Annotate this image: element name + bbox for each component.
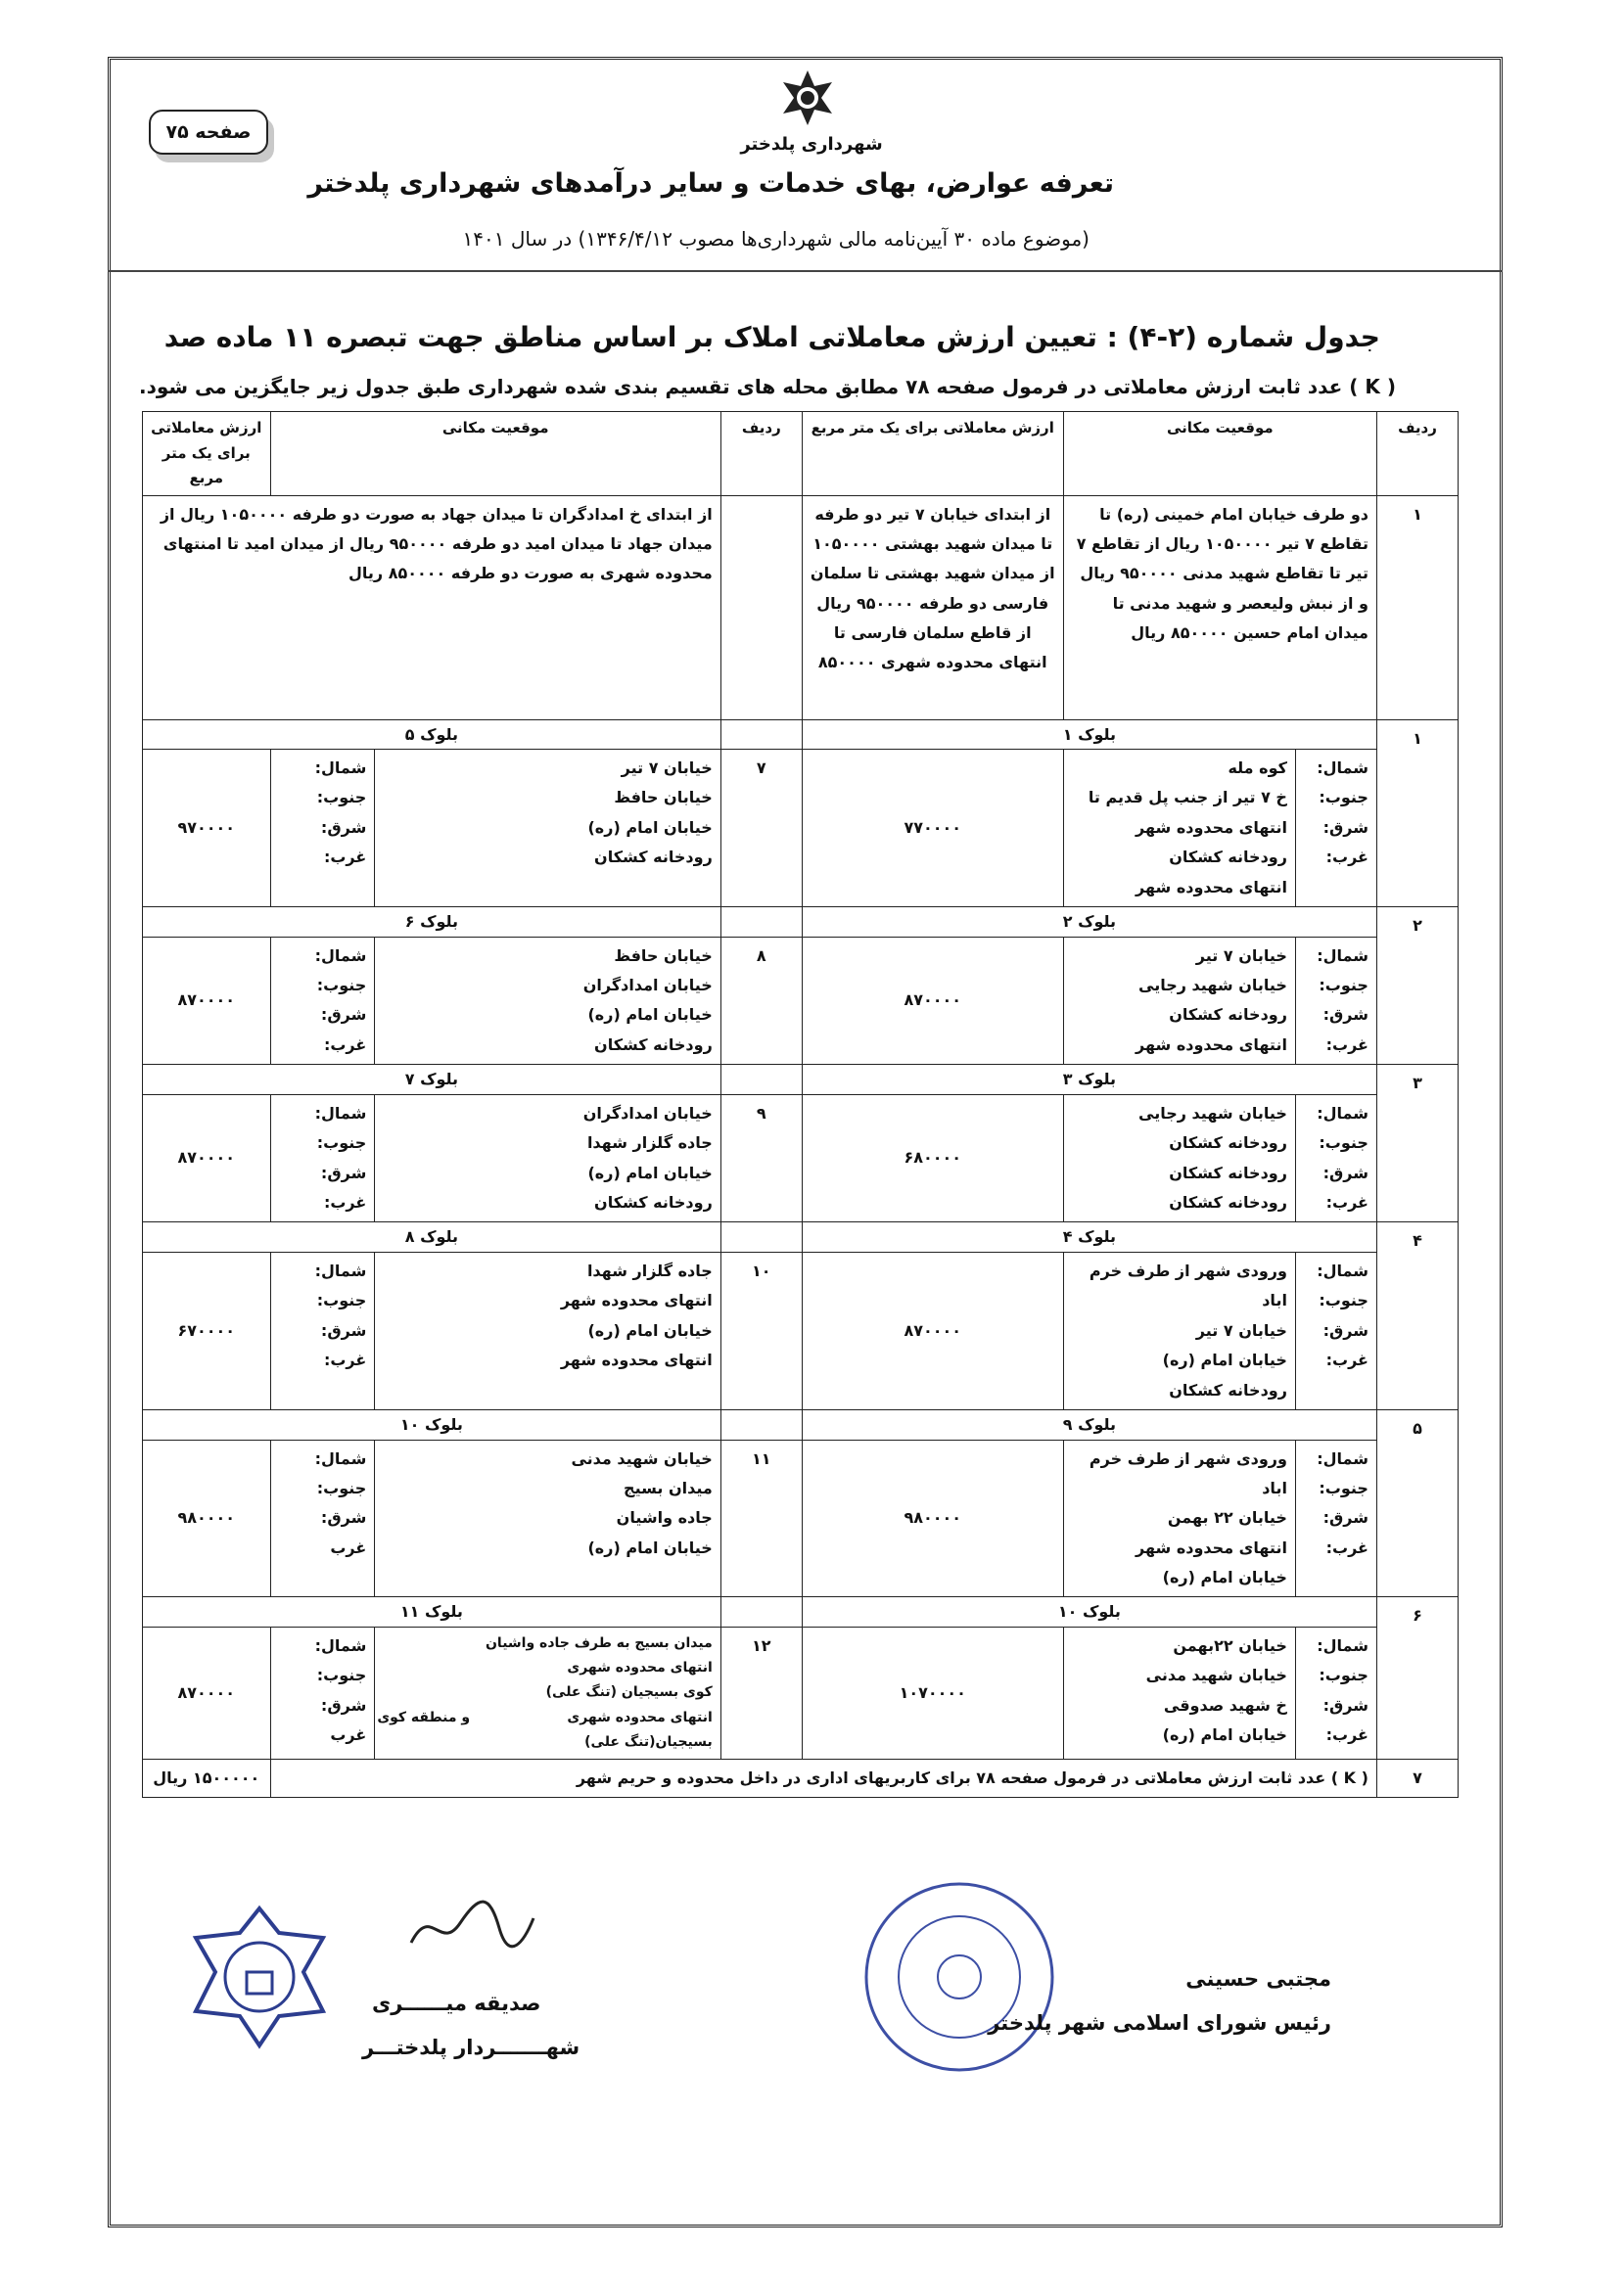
block-name-left: بلوک ۱۱	[143, 1597, 721, 1628]
block-header-row	[143, 719, 1459, 750]
block-right-locations	[1063, 1252, 1295, 1409]
block-row-number: ۱	[1376, 719, 1458, 907]
label-south: جنوب:	[316, 788, 367, 807]
location-south: جاده گلزار شهدا	[586, 1133, 713, 1153]
label-north: شمال:	[314, 945, 367, 965]
location-extra: انتهای محدوده شهر	[1136, 877, 1287, 896]
block-right-value: ۸۷۰۰۰۰	[802, 1252, 1063, 1409]
mayor-name: صدیقه میــــــری	[372, 1992, 541, 2015]
block-left-row-number: ۸	[720, 937, 802, 1065]
document-subtitle: (موضوع ماده ۳۰ آیین‌نامه مالی شهرداری‌ها مصوب ۱۳۴۶/۴/۱۲) در سال ۱۴۰۱	[462, 227, 1090, 251]
block-row-spacer	[720, 1597, 802, 1628]
location-north: ورودی شهر از طرف خرم اباد	[1089, 1448, 1287, 1497]
block-left-row-number: ۱۱	[720, 1440, 802, 1597]
location-south: خیابان حافظ	[614, 788, 713, 807]
council-seal-icon	[861, 1879, 1057, 2075]
label-east: شرق:	[1322, 1508, 1368, 1528]
block-name-right: بلوک ۲	[802, 907, 1376, 938]
block-name-left: بلوک ۷	[143, 1065, 721, 1095]
location-north: جاده گلزار شهدا	[586, 1261, 713, 1280]
block-left-locations	[375, 937, 720, 1065]
council-signature-area	[842, 1879, 1390, 2134]
location-south: کوی بسیجیان (تنگ علی)	[545, 1684, 713, 1701]
block-right-labels	[1295, 750, 1376, 907]
location-south: انتهای محدوده شهر	[560, 1291, 713, 1310]
block-right-locations	[1063, 1628, 1295, 1760]
block-left-value: ۹۸۰۰۰۰	[143, 1440, 271, 1597]
block-detail-row	[143, 1440, 1459, 1597]
intro-right-location: دو طرف خیابان امام خمینی (ره) تا تقاطع ۷ تیر ۱۰۵۰۰۰۰ ریال از تقاطع ۷ تیر تا تقاطع شهید مدنی ۹۵۰۰۰۰ ریال و از نبش ولیعصر و شهید مدنی تا میدان امام حسین ۸۵۰۰۰۰ ریال	[1063, 495, 1376, 719]
final-row-text: ( K ) عدد ثابت ارزش معاملاتی در فرمول صفحه ۷۸ برای کاربریهای اداری در داخل محدوده و حریم شهر	[270, 1759, 1376, 1797]
block-row-spacer	[720, 1409, 802, 1440]
block-right-labels	[1295, 1628, 1376, 1760]
location-west: رودخانه کشکان	[1169, 848, 1287, 867]
label-north: شمال:	[1317, 758, 1368, 778]
block-right-value: ۶۸۰۰۰۰	[802, 1094, 1063, 1222]
location-south: خیابان شهید رجایی	[1138, 976, 1287, 995]
final-row-value: ۱۵۰۰۰۰۰ ریال	[143, 1759, 271, 1797]
label-south: جنوب:	[1319, 1666, 1368, 1685]
location-east: خیابان امام (ره)	[587, 1163, 713, 1182]
label-west: غرب	[330, 1725, 367, 1745]
location-west: رودخانه کشکان	[1169, 1192, 1287, 1212]
intro-row	[143, 495, 1459, 719]
intro-row-number: ۱	[1376, 495, 1458, 719]
label-east: شرق:	[320, 1320, 367, 1340]
label-south: جنوب:	[316, 1133, 367, 1153]
intro-right-value: از ابتدای خیابان ۷ تیر دو طرفه تا میدان شهید بهشتی ۱۰۵۰۰۰۰ از میدان شهید بهشتی تا سلمان فارسی دو طرفه ۹۵۰۰۰۰ ریال از قاطع سلمان فارسی تا انتهای محدوده شهری ۸۵۰۰۰۰	[802, 495, 1063, 719]
label-south: جنوب:	[1319, 788, 1368, 807]
location-east: رودخانه کشکان	[1169, 1163, 1287, 1182]
block-row-number: ۳	[1376, 1065, 1458, 1222]
block-detail-row	[143, 1628, 1459, 1760]
mayor-signature-area	[255, 1884, 666, 2138]
block-right-locations	[1063, 750, 1295, 907]
block-left-locations	[375, 750, 720, 907]
block-left-labels	[270, 1628, 375, 1760]
label-north: شمال:	[314, 1103, 367, 1123]
k-note: ( K ) عدد ثابت ارزش معاملاتی در فرمول صفحه ۷۸ مطابق محله های تقسیم بندی شده شهرداری طبق جدول زیر جایگزین می شود.	[139, 375, 1396, 398]
label-west: غرب:	[1325, 1034, 1368, 1054]
location-east: انتهای محدوده شهر	[1136, 1538, 1287, 1557]
label-east: شرق:	[1322, 1320, 1368, 1340]
location-south: خیابان ۷ تیر	[1195, 1320, 1287, 1340]
label-west: غرب:	[323, 1192, 367, 1212]
mayor-signature-icon	[401, 1884, 538, 1962]
block-row-spacer	[720, 907, 802, 938]
col-value-left: ارزش معاملاتی برای یک متر مربع	[143, 412, 271, 496]
location-north2: انتهای محدوده شهری	[567, 1660, 713, 1676]
block-left-value: ۸۷۰۰۰۰	[143, 1094, 271, 1222]
mayor-seal-icon	[186, 1904, 333, 2050]
page-number-badge: صفحه ۷۵	[149, 110, 268, 155]
block-detail-row	[143, 937, 1459, 1065]
block-name-right: بلوک ۱۰	[802, 1597, 1376, 1628]
location-north: خیابان ۷ تیر	[621, 758, 713, 778]
location-west: خیابان امام (ره)	[1162, 1568, 1287, 1587]
municipality-emblem-icon	[778, 69, 837, 127]
block-left-value: ۸۷۰۰۰۰	[143, 937, 271, 1065]
block-left-labels	[270, 1094, 375, 1222]
intro-left-location: از ابتدای خ امدادگران تا میدان جهاد به صورت دو طرفه ۱۰۵۰۰۰۰ ریال از میدان جهاد تا میدان امید دو طرفه ۹۵۰۰۰۰ ریال از میدان امید تا امنتهای محدوده شهری به صورت دو طرفه ۸۵۰۰۰۰ ریال	[143, 495, 721, 719]
block-row-number: ۲	[1376, 907, 1458, 1065]
label-north: شمال:	[314, 758, 367, 778]
block-right-locations	[1063, 1440, 1295, 1597]
label-north: شمال:	[1317, 945, 1368, 965]
council-head-name: مجتبی حسینی	[1185, 1967, 1331, 1991]
header-divider	[108, 270, 1503, 272]
label-west: غرب	[330, 1538, 367, 1557]
block-left-row-number: ۹	[720, 1094, 802, 1222]
label-east: شرق:	[1322, 1695, 1368, 1715]
label-north: شمال:	[1317, 1103, 1368, 1123]
label-north: شمال:	[1317, 1448, 1368, 1468]
block-detail-row	[143, 1252, 1459, 1409]
label-north: شمال:	[314, 1448, 367, 1468]
location-east: انتهای محدوده شهر	[1136, 817, 1287, 837]
col-row-left: ردیف	[720, 412, 802, 496]
location-east: رودخانه کشکان	[1169, 1005, 1287, 1025]
label-south: جنوب:	[1319, 1133, 1368, 1153]
location-south: میدان بسیج	[624, 1478, 713, 1497]
municipality-name: شهرداری پلدختر	[740, 134, 883, 155]
location-south: خیابان امدادگران	[582, 976, 713, 995]
label-east: شرق:	[320, 1163, 367, 1182]
location-east: خیابان امام (ره)	[1162, 1351, 1287, 1370]
label-south: جنوب:	[316, 976, 367, 995]
location-east: خیابان امام (ره)	[587, 1005, 713, 1025]
block-left-locations	[375, 1440, 720, 1597]
block-left-locations	[375, 1094, 720, 1222]
label-east: شرق:	[320, 1508, 367, 1528]
col-location-right: موقعیت مکانی	[1063, 412, 1376, 496]
block-left-locations	[375, 1628, 720, 1760]
block-row-number: ۶	[1376, 1597, 1458, 1760]
col-row-right: ردیف	[1376, 412, 1458, 496]
location-north: خیابان حافظ	[614, 945, 713, 965]
block-left-row-number: ۱۲	[720, 1628, 802, 1760]
block-detail-row	[143, 1094, 1459, 1222]
block-left-labels	[270, 1440, 375, 1597]
label-west: غرب:	[1325, 1192, 1368, 1212]
block-right-value: ۹۸۰۰۰۰	[802, 1440, 1063, 1597]
block-right-labels	[1295, 1094, 1376, 1222]
block-left-value: ۹۷۰۰۰۰	[143, 750, 271, 907]
block-right-locations	[1063, 1094, 1295, 1222]
location-west: خیابان امام (ره)	[1162, 1725, 1287, 1745]
label-west: غرب:	[323, 1351, 367, 1370]
label-west: غرب:	[1325, 1538, 1368, 1557]
location-east: خیابان امام (ره)	[587, 817, 713, 837]
label-north: شمال:	[314, 1636, 367, 1656]
block-left-value: ۸۷۰۰۰۰	[143, 1628, 271, 1760]
block-row-spacer	[720, 719, 802, 750]
council-head-title: رئیس شورای اسلامی شهر پلدختر	[988, 2011, 1331, 2035]
location-north: خیابان ۷ تیر	[1195, 945, 1287, 965]
final-k-row	[143, 1759, 1459, 1797]
label-south: جنوب:	[1319, 976, 1368, 995]
location-north: کوه مله	[1228, 758, 1287, 778]
mayor-title: شهـــــــردار پلدختـــر	[362, 2036, 580, 2059]
block-header-row	[143, 1222, 1459, 1253]
location-east: انتهای محدوده شهری و منطقه کوی	[383, 1706, 712, 1730]
table-header-row	[143, 412, 1459, 496]
block-right-value: ۸۷۰۰۰۰	[802, 937, 1063, 1065]
location-west: انتهای محدوده شهر	[560, 1351, 713, 1370]
final-row-number: ۷	[1376, 1759, 1458, 1797]
table-title: جدول شماره (۲-۴) : تعیین ارزش معاملاتی املاک بر اساس مناطق جهت تبصره ۱۱ ماده صد	[163, 321, 1380, 353]
location-west: رودخانه کشکان	[594, 1192, 713, 1212]
location-north: خیابان امدادگران	[582, 1103, 713, 1123]
label-south: جنوب:	[1319, 1478, 1368, 1497]
col-location-left: موقعیت مکانی	[270, 412, 720, 496]
location-north: خیابان شهید مدنی	[571, 1448, 713, 1468]
location-west: انتهای محدوده شهر	[1136, 1034, 1287, 1054]
block-right-value: ۱۰۷۰۰۰۰	[802, 1628, 1063, 1760]
block-left-row-number: ۷	[720, 750, 802, 907]
block-right-locations	[1063, 937, 1295, 1065]
location-west: خیابان امام (ره)	[587, 1538, 713, 1557]
label-north: شمال:	[314, 1261, 367, 1280]
document-title: تعرفه عوارض، بهای خدمات و سایر درآمدهای شهرداری پلدختر	[307, 168, 1114, 199]
block-name-right: بلوک ۴	[802, 1222, 1376, 1253]
block-name-left: بلوک ۶	[143, 907, 721, 938]
location-east: جاده واشیان	[616, 1508, 713, 1528]
location-south: خیابان شهید مدنی	[1145, 1666, 1287, 1685]
block-header-row	[143, 1597, 1459, 1628]
block-name-left: بلوک ۸	[143, 1222, 721, 1253]
block-name-right: بلوک ۳	[802, 1065, 1376, 1095]
label-east: شرق:	[1322, 817, 1368, 837]
location-south: خ ۷ تیر از جنب پل قدیم تا	[1088, 788, 1287, 807]
block-left-labels	[270, 937, 375, 1065]
label-south: جنوب:	[316, 1666, 367, 1685]
location-west: رودخانه کشکان	[594, 1034, 713, 1054]
location-south: خیابان ۲۲ بهمن	[1167, 1508, 1287, 1528]
block-left-locations	[375, 1252, 720, 1409]
location-east: خ شهید صدوقی	[1163, 1695, 1287, 1715]
location-west: رودخانه کشکان	[594, 848, 713, 867]
block-detail-row	[143, 750, 1459, 907]
block-row-spacer	[720, 1222, 802, 1253]
location-north: خیابان شهید رجایی	[1138, 1103, 1287, 1123]
block-row-number: ۴	[1376, 1222, 1458, 1410]
label-east: شرق:	[320, 1005, 367, 1025]
label-north: شمال:	[1317, 1261, 1368, 1280]
block-row-spacer	[720, 1065, 802, 1095]
location-east: خیابان امام (ره)	[587, 1320, 713, 1340]
block-header-row	[143, 1409, 1459, 1440]
label-east: شرق:	[1322, 1005, 1368, 1025]
location-south: رودخانه کشکان	[1169, 1133, 1287, 1153]
location-east-note: و منطقه کوی	[377, 1709, 471, 1725]
label-east: شرق:	[320, 1695, 367, 1715]
block-left-row-number: ۱۰	[720, 1252, 802, 1409]
block-right-labels	[1295, 1440, 1376, 1597]
block-name-right: بلوک ۹	[802, 1409, 1376, 1440]
label-south: جنوب:	[316, 1291, 367, 1310]
block-left-labels	[270, 750, 375, 907]
block-header-row	[143, 1065, 1459, 1095]
block-name-left: بلوک ۱۰	[143, 1409, 721, 1440]
location-north: میدان بسیج به طرف جاده واشیان	[485, 1635, 713, 1652]
label-north: شمال:	[1317, 1636, 1368, 1656]
label-west: غرب:	[1325, 1725, 1368, 1745]
block-right-labels	[1295, 937, 1376, 1065]
location-north: خیابان ۲۲بهمن	[1173, 1636, 1287, 1656]
label-west: غرب:	[323, 1034, 367, 1054]
block-name-left: بلوک ۵	[143, 719, 721, 750]
label-west: غرب:	[323, 848, 367, 867]
label-east: شرق:	[320, 817, 367, 837]
col-value-right: ارزش معاملاتی برای یک متر مربع	[802, 412, 1063, 496]
block-left-labels	[270, 1252, 375, 1409]
label-west: غرب:	[1325, 848, 1368, 867]
block-right-value: ۷۷۰۰۰۰	[802, 750, 1063, 907]
location-north: ورودی شهر از طرف خرم اباد	[1089, 1261, 1287, 1310]
label-west: غرب:	[1325, 1351, 1368, 1370]
location-west: رودخانه کشکان	[1169, 1380, 1287, 1400]
valuation-table	[142, 411, 1459, 1798]
block-left-value: ۶۷۰۰۰۰	[143, 1252, 271, 1409]
block-row-number: ۵	[1376, 1409, 1458, 1597]
location-west: بسیجیان(تنگ علی)	[584, 1733, 713, 1750]
label-south: جنوب:	[316, 1478, 367, 1497]
intro-left-row	[720, 495, 802, 719]
label-south: جنوب:	[1319, 1291, 1368, 1310]
block-right-labels	[1295, 1252, 1376, 1409]
block-header-row	[143, 907, 1459, 938]
block-name-right: بلوک ۱	[802, 719, 1376, 750]
label-east: شرق:	[1322, 1163, 1368, 1182]
